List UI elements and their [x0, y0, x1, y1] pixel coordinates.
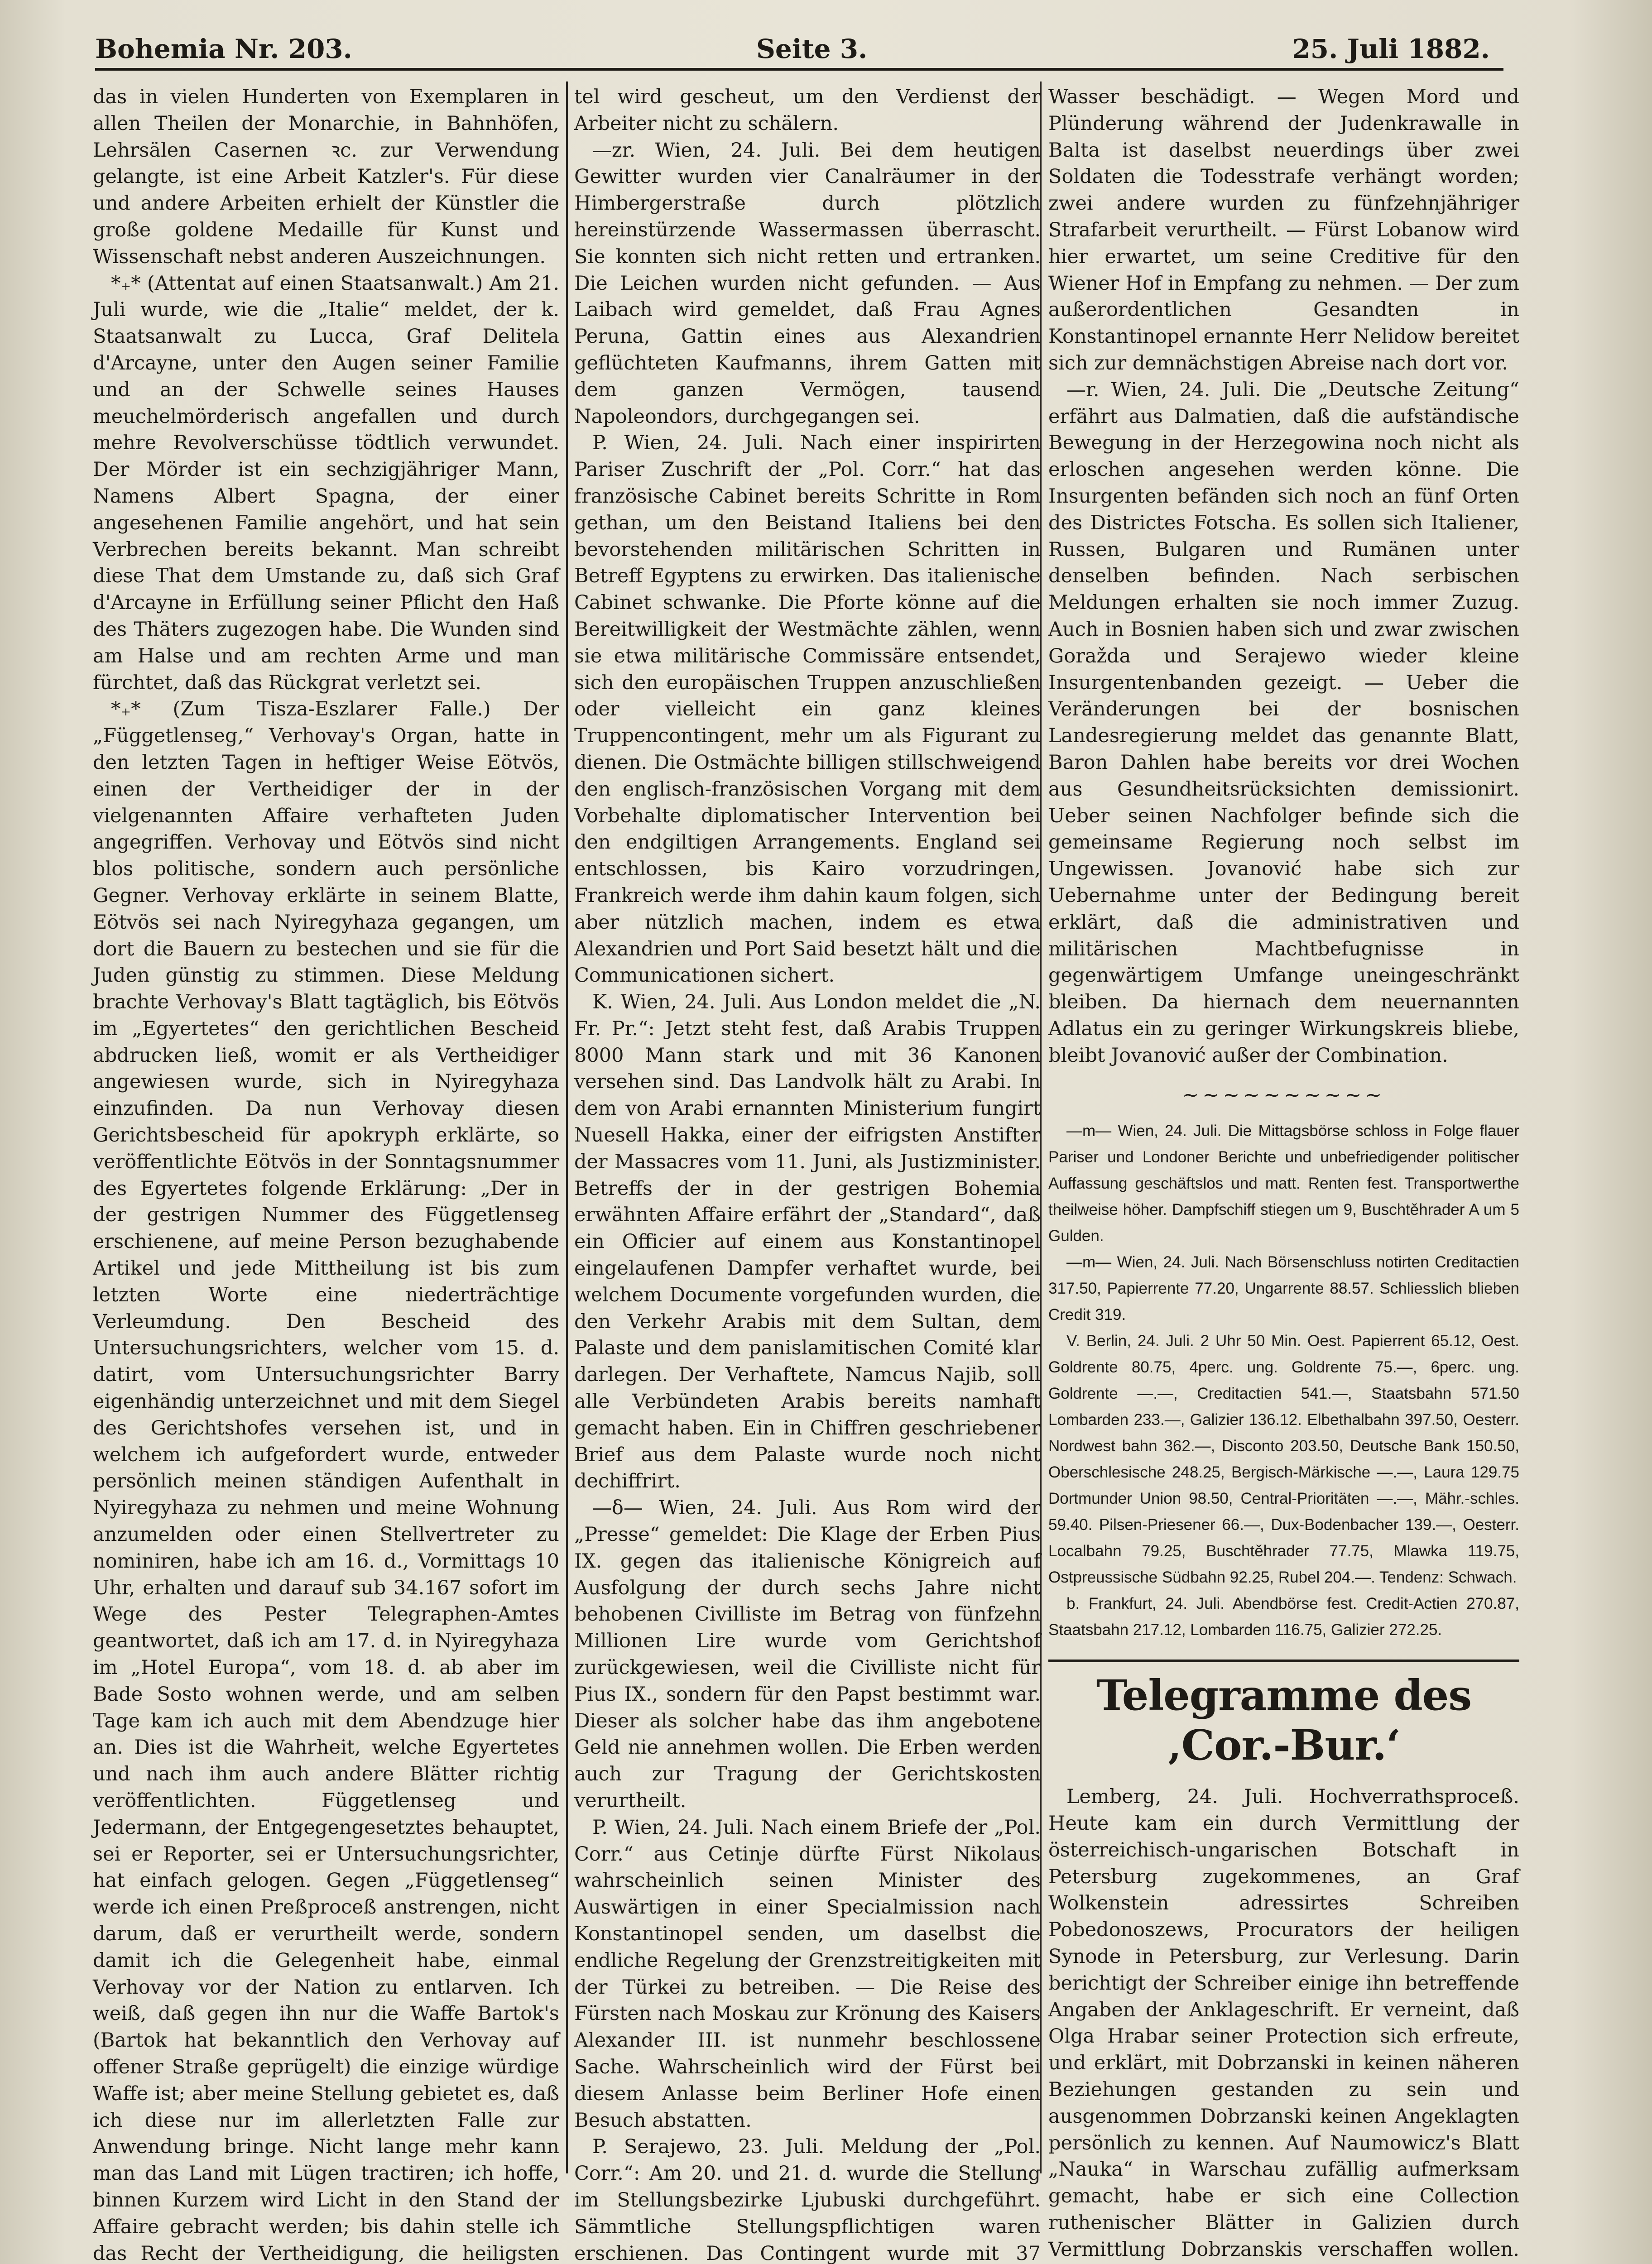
telegram-paragraph: tel wird gescheut, um den Verdienst der Arbeiter nicht zu schälern. — [574, 86, 1041, 135]
column-1 — [93, 84, 559, 2264]
telegram-paragraph: —δ— Wien, 24. Juli. Aus Rom wird der „Presse“ gemeldet: Die Klage der Erben Pius IX. gegen das italienische Königreich auf Ausfolgung der durch sechs Jahre nicht behobenen Civilliste im Betrag von fünfzehn Millionen Lire wurde vom Gerichtshof zurückgewiesen, weil die Civilliste nicht für Pius IX., sondern für den Papst bestimmt war. Dieser als solcher habe das ihm angebotene Geld nie annehmen wollen. Die Erben werden auch zur Tragung der Gerichtskosten verurtheilt. — [574, 1497, 1041, 1812]
article-paragraph: *₊* (Zum Tisza-Eszlarer Falle.) Der „Függetlenseg,“ Verhovay's Organ, hatte in den letzten Tagen in heftiger Weise Eötvös, einen der Vertheidiger der in der vielgenannten Affaire verhafteten Juden angegriffen. Verhovay und Eötvös sind nicht blos politische, sondern auch persönliche Gegner. Verhovay erklärte in seinem Blatte, Eötvös sei nach Nyiregyhaza gegangen, um dort die Bauern zu bestechen und sie für die Juden günstig zu stimmen. Diese Meldung brachte Verhovay's Blatt tagtäglich, bis Eötvös im „Egyertetes“ den gerichtlichen Bescheid abdrucken ließ, womit er als Vertheidiger angewiesen wurde, sich in Nyiregyhaza einzufinden. Da nun Verhovay diesen Gerichtsbescheid für apokryph erklärte, so veröffentlichte Eötvös in der Sonntagsnummer des Egyertetes folgende Erklärung: „Der in der gestrigen Nummer des Függetlenseg erschienene, auf meine Person bezughabende Artikel und jede Mittheilung ist bis zum letzten Worte eine niederträchtige Verleumdung. Den Bescheid des Untersuchungsrichters, welcher vom 15. d. datirt, vom Untersuchungsrichter Barry eigenhändig unterzeichnet und mit dem Siegel des Gerichtshofes versehen ist, und in welchem ich aufgefordert wurde, entweder persönlich meinen ständigen Aufenthalt in Nyiregyhaza zu nehmen und meine Wohnung anzumelden oder einen Stellvertreter zu nominiren, habe ich am 16. d., Vormittags 10 Uhr, erhalten und darauf sub 34.167 sofort im Wege des Pester Telegraphen-Amtes geantwortet, daß ich am 17. d. in Nyiregyhaza im „Hotel Europa“, vom 18. d. ab aber im Bade Sosto wohnen werde, und am selben Tage kam ich auch mit dem Abendzuge hier an. Dies ist die Wahrheit, welche Egyertetes und nach ihm auch andere Blätter richtig veröffentlichten. Függetlenseg und Jedermann, der Entgegengesetztes behauptet, sei er Reporter, sei er Untersuchungsrichter, hat einfach gelogen. Gegen „Függetlenseg“ werde ich einen Preßproceß anstrengen, nicht darum, daß er verurtheilt werde, sondern damit ich die Gelegenheit habe, einmal Verhovay vor der Nation zu entlarven. Ich weiß, daß gegen ihn nur die Waffe Bartok's (Bartok hat bekanntlich den Verhovay auf offener Straße geprügelt) die einzige würdige Waffe ist; aber meine Stellung gebietet es, daß ich diese nur im allerletzten Falle zur Anwendung bringe. Nicht lange mehr kann man das Land mit Lügen tractiren; ich hoffe, binnen Kurzem wird Licht in den Stand der Affaire gebracht werden; bis dahin stelle ich das Recht der Vertheidigung, die heiligsten — [93, 698, 559, 2264]
ornament-divider: ~~~~~~~~~~ — [1182, 1084, 1386, 1107]
header-rule — [95, 68, 1503, 71]
market-paragraph: —m— Wien, 24. Juli. Nach Börsenschluss notirten Creditactien 317.50, Papierrente 77.20, Ungarrente 88.57. Schliesslich blieben Credit 319. — [1048, 1253, 1519, 1324]
section-heading: Telegramme des ‚Cor.-Bur.‘ — [1048, 1660, 1519, 1770]
header-page-number: Seite 3. — [756, 34, 868, 64]
page-header — [95, 27, 1490, 68]
market-paragraph: —m— Wien, 24. Juli. Die Mittagsbörse schloss in Folge flauer Pariser und Londoner Berichte und unbefriedigender politischer Auffassung geschäftslos und matt. Renten fest. Transportwerthe theilweise höher. Dampfschiff stiegen um 9, Buschtěhrader A um 5 Gulden. — [1048, 1122, 1519, 1245]
article-paragraph: *₊* (Attentat auf einen Staatsanwalt.) Am 21. Juli wurde, wie die „Italie“ meldet, der k. Staatsanwalt zu Lucca, Graf Delitela d'Arcayne, unter den Augen seiner Familie und an der Schwelle seines Hauses meuchelmörderisch angefallen und durch mehre Revolverschüsse tödtlich verwundet. Der Mörder ist ein sechzigjähriger Mann, Namens Albert Spagna, der einer angesehenen Familie angehört, und hat sein Verbrechen bereits bekannt. Man schreibt diese That dem Umstande zu, daß sich Graf d'Arcayne in Erfüllung seiner Pflicht den Haß des Thäters zugezogen habe. Die Wunden sind am Halse und am rechten Arme und man fürchtet, daß das Rückgrat verletzt sei. — [93, 272, 559, 694]
article-paragraph: das in vielen Hunderten von Exemplaren in allen Theilen der Monarchie, in Bahnhöfen, Lehrsälen Casernen ꝛc. zur Verwendung gelangte, ist eine Arbeit Katzler's. Für diese und andere Arbeiten erhielt der Künstler die große goldene Medaille für Kunst und Wissenschaft nebst anderen Auszeichnungen. — [93, 86, 559, 268]
telegram-paragraph: Wasser beschädigt. — Wegen Mord und Plünderung während der Judenkrawalle in Balta ist daselbst neuerdings über zwei Soldaten die Todesstrafe verhängt worden; zwei andere wurden zu fünfzehnjähriger Strafarbeit verurtheilt. — Fürst Lobanow wird hier erwartet, um seine Creditive für den Wiener Hof in Empfang zu nehmen. — Der zum außerordentlichen Gesandten in Konstantinopel ernannte Herr Nelidow bereitet sich zur demnächstigen Abreise nach dort vor. — [1048, 86, 1519, 374]
column-2 — [574, 84, 1041, 2264]
telegram-paragraph: P. Serajewo, 23. Juli. Meldung der „Pol. Corr.“: Am 20. und 21. d. wurde die Stellung im Stellungsbezirke Ljubuski durchgeführt. Sämmtliche Stellungspflichtigen waren erschienen. Das Contingent wurde mit 37 — [574, 2135, 1041, 2264]
column-divider-1 — [566, 82, 568, 2173]
telegram-paragraph: K. Wien, 24. Juli. Aus London meldet die „N. Fr. Pr.“: Jetzt steht fest, daß Arabis Truppen 8000 Mann stark und mit 36 Kanonen versehen sind. Das Landvolk hält zu Arabi. In dem von Arabi ernannten Ministerium fungirt Nuesell Hakka, einer der eifrigsten Anstifter der Massacres vom 11. Juni, als Justizminister. Betreffs der in der gestrigen Bohemia erwähnten Affaire erfährt der „Standard“, daß ein Officier auf einem aus Konstantinopel eingelaufenen Dampfer verhaftet wurde, bei welchem Documente vorgefunden wurden, die den Verkehr Arabis mit dem Sultan, dem Palaste und dem panislamitischen Comité klar darlegen. Der Verhaftete, Namcus Najib, soll alle Verbündeten Arabis bereits namhaft gemacht haben. Ein in Chiffren geschriebener Brief aus dem Palaste wurde noch nicht dechiffrirt. — [574, 991, 1041, 1493]
telegram-paragraph: —zr. Wien, 24. Juli. Bei dem heutigen Gewitter wurden vier Canalräumer in der Himbergerstraße durch plötzlich hereinstürzende Wassermassen überrascht. Sie konnten sich nicht retten und ertranken. Die Leichen wurden nicht gefunden. — Aus Laibach wird gemeldet, daß Frau Agnes Peruna, Gattin eines aus Alexandrien geflüchteten Kaufmanns, ihrem Gatten mit dem ganzen Vermögen, tausend Napoleondors, durchgegangen sei. — [574, 139, 1041, 428]
telegram-paragraph: —r. Wien, 24. Juli. Die „Deutsche Zeitung“ erfährt aus Dalmatien, daß die aufständische Bewegung in der Herzegowina noch nicht als erloschen angesehen werden könne. Die Insurgenten befänden sich noch an fünf Orten des Districtes Fotscha. Es sollen sich Italiener, Russen, Bulgaren und Rumänen unter denselben befinden. Nach serbischen Meldungen erhalten sie noch immer Zuzug. Auch in Bosnien haben sich und zwar zwischen Goražda und Serajewo wieder kleine Insurgentenbanden gezeigt. — Ueber die Veränderungen bei der bosnischen Landesregierung meldet das genannte Blatt, Baron Dahlen habe bereits vor drei Wochen aus Gesundheitsrücksichten demissionirt. Ueber seinen Nachfolger befinde sich die gemeinsame Regierung noch selbst im Ungewissen. Jovanović habe sich zur Uebernahme unter der Bedingung bereit erklärt, daß die administrativen und militärischen Machtbefugnisse in gegenwärtigem Umfange uneingeschränkt bleiben. Da hiernach dem neuernannten Adlatus ein zu geringer Wirkungskreis bliebe, bleibt Jovanović außer der Combination. — [1048, 378, 1519, 1067]
market-paragraph: V. Berlin, 24. Juli. 2 Uhr 50 Min. Oest. Papierrent 65.12, Oest. Goldrente 80.75, 4perc. ung. Goldrente 75.—, 6perc. ung. Goldrente —.—, Creditactien 541.—, Staatsbahn 571.50 Lombarden 233.—, Galizier 136.12. Elbethalbahn 397.50, Oesterr. Nordwest bahn 362.—, Disconto 203.50, Deutsche Bank 150.50, Oberschlesische 248.25, Bergisch-Märkische —.—, Laura 129.75 Dortmunder Union 98.50, Central-Prioritäten —.—, Mähr.-schles. 59.40. Pilsen-Priesener 66.—, Dux-Bodenbacher 139.—, Oesterr. Localbahn 79.25, Buschtěhrader 77.75, Mlawka 119.75, Ostpreussische Südbahn 92.25, Rubel 204.—. Tendenz: Schwach. — [1048, 1332, 1519, 1587]
column-3 — [1048, 84, 1519, 2261]
telegram-paragraph: P. Wien, 24. Juli. Nach einer inspirirten Pariser Zuschrift der „Pol. Corr.“ hat das französische Cabinet bereits Schritte in Rom gethan, um den Beistand Italiens bei den bevorstehenden militärischen Schritten in Betreff Egyptens zu erwirken. Das italienische Cabinet schwanke. Die Pforte könne auf die Bereitwilligkeit der Westmächte zählen, wenn sie etwa militärische Commissäre entsendet, sich den europäischen Truppen anzuschließen oder vielleicht ein ganz kleines Truppencontingent, mehr um als Figurant zu dienen. Die Ostmächte billigen stillschweigend den englisch-französischen Vorgang mit dem Vorbehalte diplomatischer Intervention bei den endgiltigen Arrangements. England sei entschlossen, bis Kairo vorzudringen, Frankreich werde ihm dahin kaum folgen, sich aber nützlich machen, indem es etwa Alexandrien und Port Said besetzt hält und die Communicationen sichert. — [574, 432, 1041, 987]
market-paragraph: b. Frankfurt, 24. Juli. Abendbörse fest. Credit-Actien 270.87, Staatsbahn 217.12, Lombarden 116.75, Galizier 272.25. — [1048, 1595, 1519, 1639]
telegram-paragraph: P. Wien, 24. Juli. Nach einem Briefe der „Pol. Corr.“ aus Cetinje dürfte Fürst Nikolaus wahrscheinlich seinen Minister des Auswärtigen in einer Specialmission nach Konstantinopel senden, um daselbst die endliche Regelung der Grenzstreitigkeiten mit der Türkei zu betreiben. — Die Reise des Fürsten nach Moskau zur Krönung des Kaisers Alexander III. ist nunmehr beschlossene Sache. Wahrscheinlich wird der Fürst bei diesem Anlasse beim Berliner Hofe einen Besuch abstatten. — [574, 1816, 1041, 2132]
telegram-paragraph: Lemberg, 24. Juli. Hochverrathsproceß. Heute kam ein durch Vermittlung der österreichisch-ungarischen Botschaft in Petersburg zugekommenes, an Graf Wolkenstein adressirtes Schreiben Pobedonoszews, Procurators der heiligen Synode in Petersburg, zur Verlesung. Darin berichtigt der Schreiber einige ihn betreffende Angaben der Anklageschrift. Er verneint, daß Olga Hrabar seiner Protection sich erfreute, und erklärt, mit Dobrzanski in keinen näheren Beziehungen gestanden zu sein und ausgenommen Dobrzanski keinen Angeklagten persönlich zu kennen. Auf Naumowicz's Blatt „Nauka“ in Warschau zufällig aufmerksam gemacht, habe er sich eine Collection ruthenischer Blätter in Galizien durch Vermittlung Dobrzanskis verschaffen wollen. — [1048, 1785, 1519, 2261]
header-issue: Bohemia Nr. 203. — [95, 34, 352, 64]
header-date: 25. Juli 1882. — [1292, 34, 1490, 64]
market-report — [1048, 1118, 1519, 1643]
